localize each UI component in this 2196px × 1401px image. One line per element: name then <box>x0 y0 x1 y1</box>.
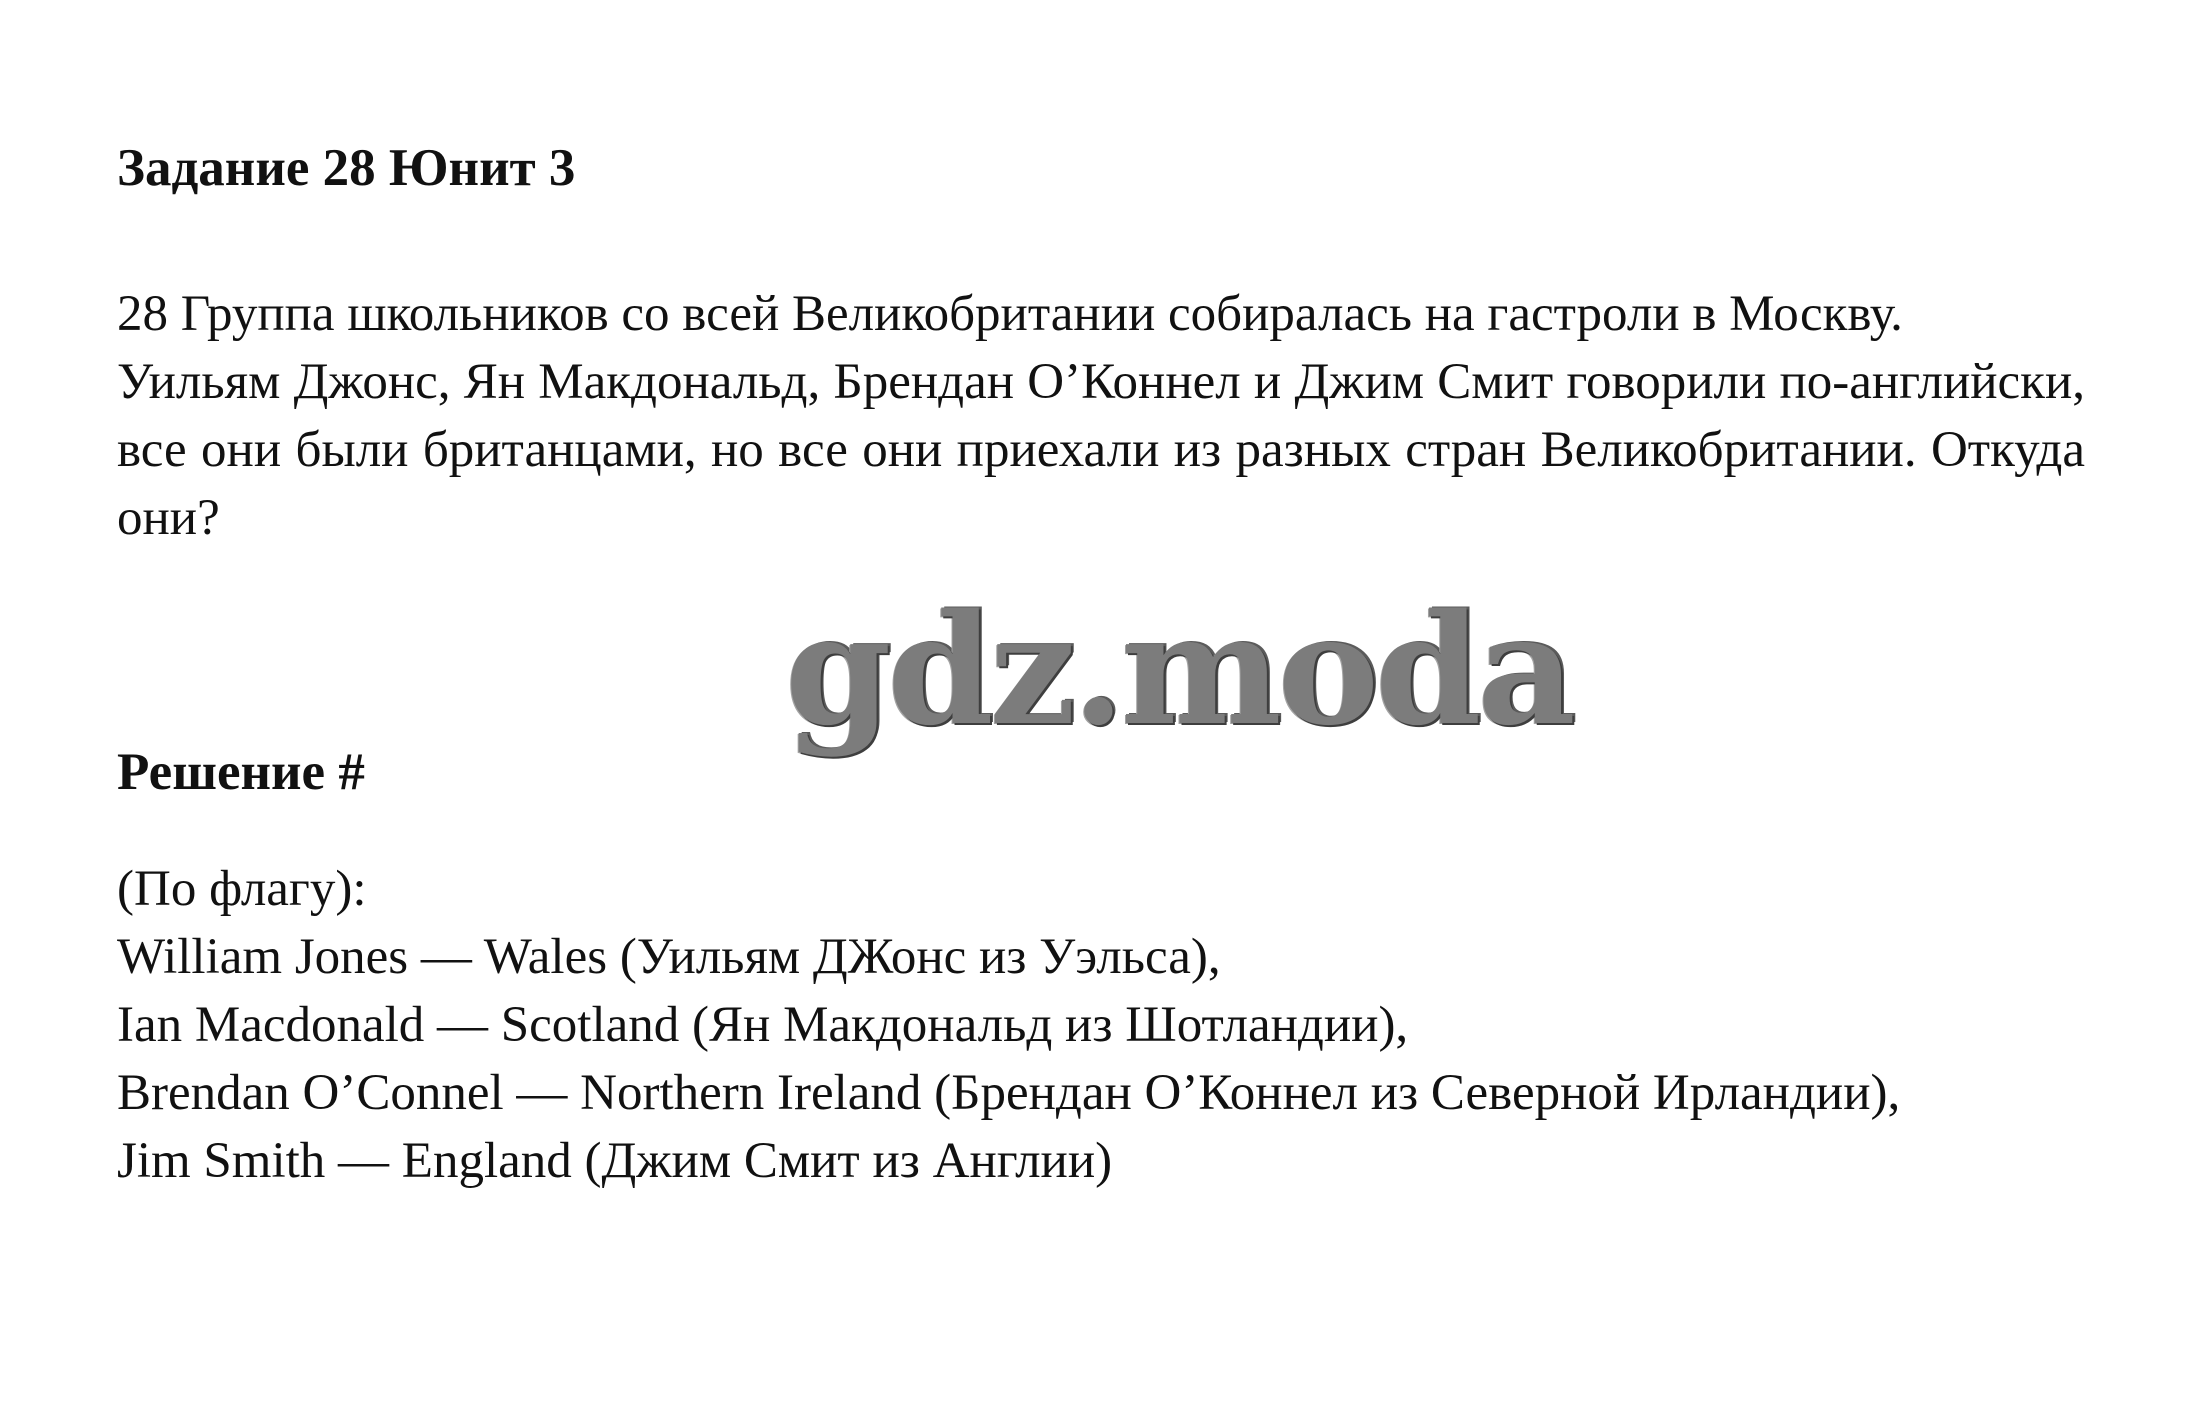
task-paragraph: Уильям Джонс, Ян Макдональд, Брендан O’Коннел и Джим Смит говорили по-английски, все они были британцами, но все они приехали из разных стран Великобритании. Откуда они? <box>117 354 2085 546</box>
task-title: Задание 28 Юнит 3 <box>117 139 576 197</box>
solution-body <box>117 855 2085 1195</box>
solution-line: Brendan O’Connel — Northern Ireland (Брендан O’Коннел из Северной Ирландии), <box>117 1065 1901 1121</box>
solution-line: (По флагу): <box>117 861 367 917</box>
task-paragraph: 28 Группа школьников со всей Великобритании собиралась на гастроли в Москву. <box>117 286 1903 342</box>
task-text <box>117 280 2085 552</box>
solution-line: Ian Macdonald — Scotland (Ян Макдональд из Шотландии), <box>117 997 1409 1053</box>
solution-line: William Jones — Wales (Уильям ДЖонс из Уэльса), <box>117 929 1221 985</box>
watermark-logo: gdz.moda <box>785 580 1572 759</box>
solution-title: Решение # <box>117 743 365 801</box>
solution-line: Jim Smith — England (Джим Смит из Англии) <box>117 1133 1113 1189</box>
